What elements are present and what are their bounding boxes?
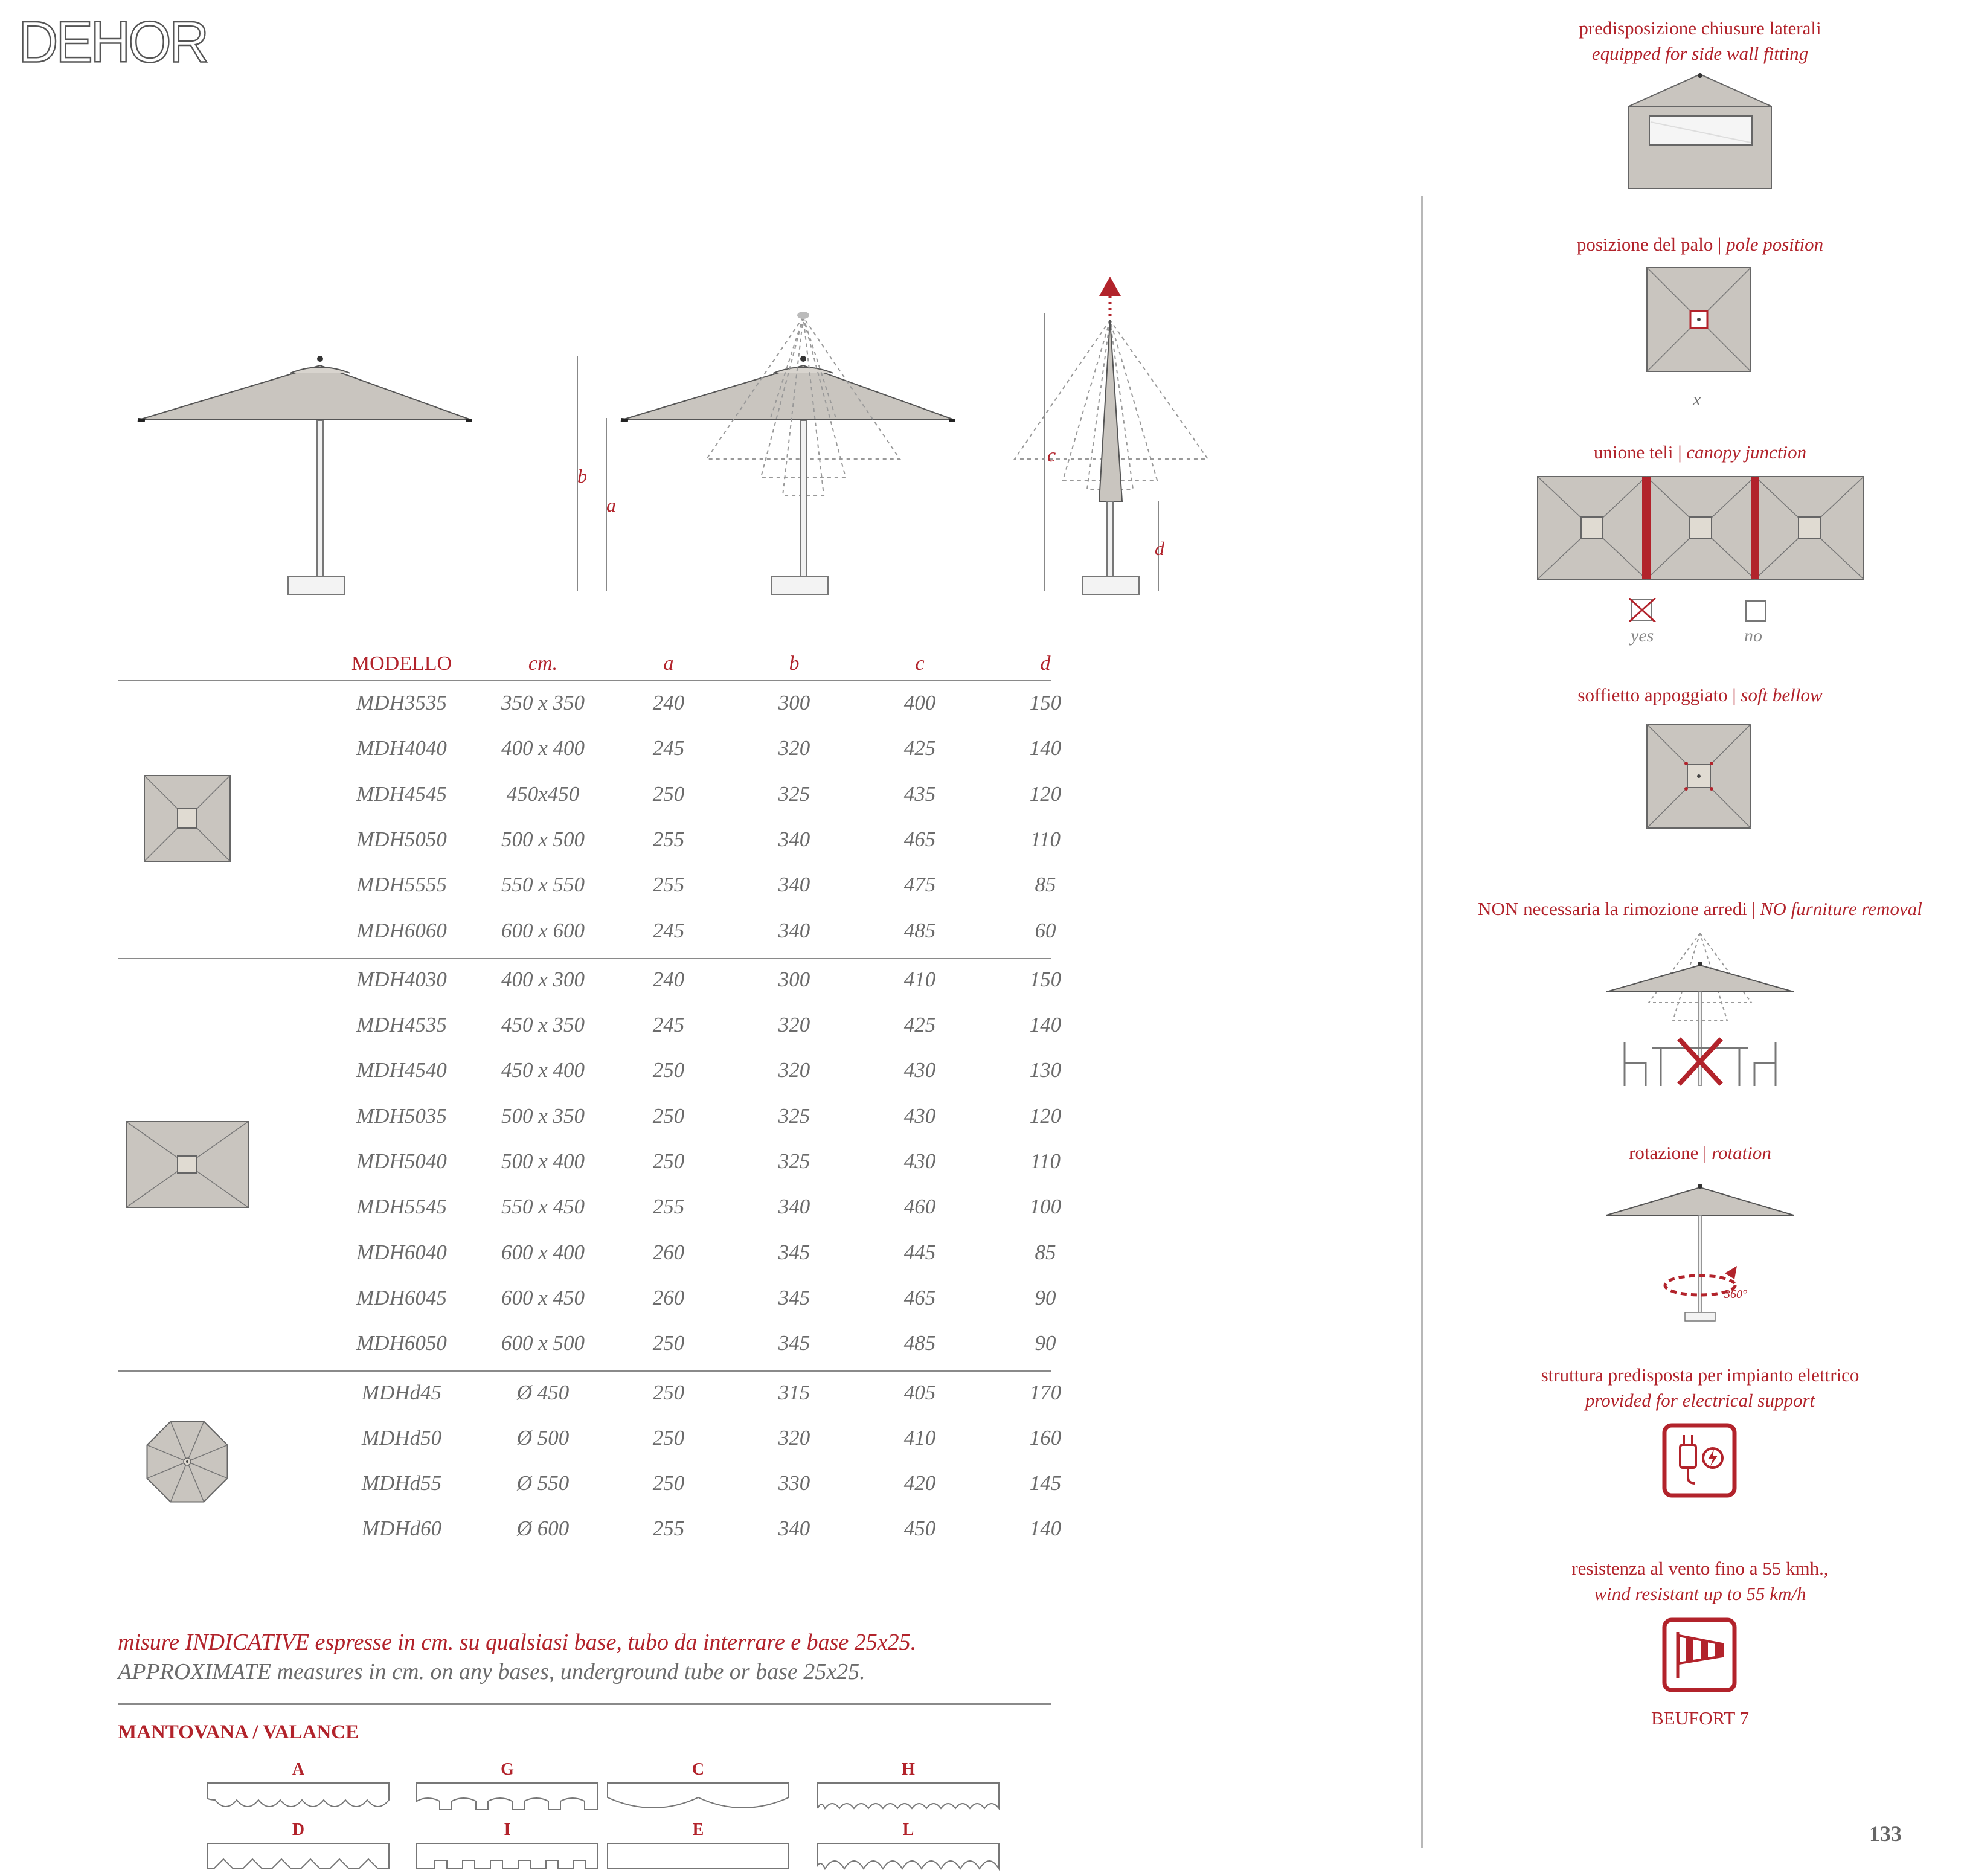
cell-model: MDH4545 — [356, 782, 447, 806]
cell-b: 340 — [778, 827, 810, 851]
cell-size: 450x450 — [506, 782, 580, 806]
rotation-en: rotation — [1712, 1142, 1771, 1163]
table-row — [118, 1094, 1062, 1140]
soft-bellow-icon — [1645, 722, 1754, 831]
cell-size: Ø 500 — [516, 1425, 570, 1450]
valance-label-c: C — [691, 1760, 705, 1779]
cell-size: 500 x 500 — [501, 827, 585, 851]
cell-b: 325 — [778, 1103, 810, 1128]
valance-shape-d-icon — [207, 1842, 391, 1876]
cell-model: MDH5545 — [356, 1195, 447, 1219]
sidewall-en: equipped for side wall fitting — [1591, 43, 1809, 64]
cell-a: 260 — [652, 1240, 685, 1264]
valance-label-a: A — [292, 1760, 305, 1779]
column-divider — [1421, 196, 1423, 1848]
cell-d: 85 — [1035, 873, 1056, 897]
cell-c: 410 — [903, 1425, 936, 1450]
cell-c: 465 — [903, 1285, 936, 1309]
cell-size: 550 x 550 — [501, 873, 585, 897]
feature-bellow-title — [1437, 683, 1963, 708]
cell-model: MDH6060 — [356, 918, 447, 942]
windsock-icon — [1662, 1617, 1737, 1692]
bellow-en: soft bellow — [1741, 684, 1823, 705]
cell-c: 400 — [903, 691, 936, 715]
cell-d: 110 — [1030, 1149, 1061, 1173]
pole-sep: | — [1713, 234, 1727, 255]
cell-b: 315 — [778, 1380, 810, 1404]
cell-model: MDH5035 — [356, 1103, 447, 1128]
pole-en: pole position — [1726, 234, 1824, 255]
removal-it: NON necessaria la rimozione arredi — [1478, 898, 1748, 919]
cell-size: 500 x 400 — [501, 1149, 585, 1173]
cell-c: 420 — [903, 1471, 936, 1495]
cell-model: MDHd55 — [361, 1471, 442, 1495]
table-row — [118, 1185, 1062, 1230]
cell-model: MDH4540 — [356, 1058, 447, 1082]
header-model: MODELLO — [351, 652, 452, 675]
octagonal-canopy-icon — [142, 1416, 233, 1507]
cell-c: 475 — [903, 873, 936, 897]
header-a: a — [663, 652, 674, 675]
no-label: no — [1744, 626, 1762, 646]
table-group-square — [118, 681, 1062, 959]
cell-d: 170 — [1029, 1380, 1062, 1404]
cell-d: 120 — [1029, 1103, 1062, 1128]
cell-b: 340 — [778, 918, 810, 942]
cell-c: 485 — [903, 918, 936, 942]
valance-shape-h-icon — [817, 1782, 1001, 1816]
bellow-sep: | — [1727, 684, 1741, 705]
header-c: c — [915, 652, 925, 675]
cell-model: MDH5050 — [356, 827, 447, 851]
table-row — [118, 681, 1062, 727]
cell-a: 240 — [652, 967, 685, 991]
valance-shape-e-icon — [606, 1842, 791, 1876]
cell-a: 250 — [652, 782, 685, 806]
label-c: c — [1047, 444, 1056, 466]
cell-d: 140 — [1029, 1517, 1062, 1541]
cell-b: 325 — [778, 1149, 810, 1173]
table-row — [118, 1140, 1061, 1185]
cell-c: 435 — [903, 782, 936, 806]
valance-shape-l-icon — [817, 1842, 1001, 1876]
table-row — [118, 863, 1056, 908]
cell-model: MDH4040 — [356, 736, 447, 760]
cell-d: 90 — [1035, 1285, 1056, 1309]
cell-size: 600 x 500 — [501, 1331, 585, 1355]
cell-d: 140 — [1029, 1013, 1062, 1037]
cell-c: 465 — [903, 827, 936, 851]
cell-a: 250 — [652, 1471, 685, 1495]
cell-c: 460 — [903, 1195, 936, 1219]
cell-model: MDH6050 — [356, 1331, 447, 1355]
label-a: a — [606, 494, 616, 516]
cell-a: 250 — [652, 1058, 685, 1082]
rectangular-canopy-icon — [125, 1120, 249, 1209]
label-b: b — [577, 465, 587, 487]
table-row — [118, 1371, 1062, 1416]
feature-sidewall-title — [1437, 16, 1963, 66]
cell-b: 300 — [778, 967, 810, 991]
cell-model: MDH5555 — [356, 873, 447, 897]
cell-size: 400 x 400 — [501, 736, 585, 760]
electrical-it: struttura predisposta per impianto elettrico — [1541, 1364, 1860, 1386]
cell-d: 85 — [1035, 1240, 1056, 1264]
cell-c: 450 — [903, 1517, 936, 1541]
note-divider — [118, 1703, 1051, 1705]
canopy-junction-icon — [1536, 475, 1866, 582]
cell-a: 255 — [652, 1517, 685, 1541]
cell-c: 485 — [903, 1331, 936, 1355]
feature-rotation-title — [1437, 1140, 1963, 1166]
cell-c: 425 — [903, 736, 936, 760]
feature-wind-title — [1437, 1556, 1963, 1607]
cell-c: 445 — [903, 1240, 936, 1264]
label-d: d — [1155, 538, 1164, 559]
cell-a: 250 — [652, 1103, 685, 1128]
table-row — [118, 1276, 1056, 1322]
cell-b: 340 — [778, 1195, 810, 1219]
cell-a: 260 — [652, 1285, 685, 1309]
table-row — [118, 1003, 1062, 1049]
side-wall-icon — [1626, 71, 1774, 192]
table-group-octagon — [118, 1371, 1062, 1556]
cell-size: 350 x 350 — [501, 691, 585, 715]
canopy-en: canopy junction — [1686, 442, 1807, 463]
table-row — [118, 1507, 1062, 1552]
cell-d: 60 — [1035, 918, 1056, 942]
brand-logo: DEHOR — [18, 10, 207, 75]
cell-size: 450 x 350 — [501, 1013, 585, 1037]
umbrella-folding-icon — [621, 312, 955, 594]
cell-b: 320 — [778, 736, 810, 760]
cell-b: 320 — [778, 1425, 810, 1450]
table-row — [118, 1049, 1062, 1094]
cell-a: 250 — [652, 1380, 685, 1404]
removal-en: NO furniture removal — [1760, 898, 1922, 919]
cell-b: 330 — [778, 1471, 810, 1495]
table-row — [118, 818, 1061, 863]
cell-d: 145 — [1029, 1471, 1062, 1495]
cell-model: MDH6040 — [356, 1240, 447, 1264]
cell-b: 340 — [778, 1517, 810, 1541]
cell-b: 345 — [778, 1285, 810, 1309]
cell-a: 245 — [652, 1013, 685, 1037]
cell-d: 150 — [1029, 967, 1062, 991]
umbrella-diagrams — [121, 260, 1226, 610]
yes-checkbox-icon — [1629, 598, 1658, 622]
valance-label-d: D — [292, 1820, 305, 1839]
table-row — [118, 1231, 1056, 1276]
cell-d: 90 — [1035, 1331, 1056, 1355]
feature-electrical-title — [1437, 1363, 1963, 1413]
cell-size: 400 x 300 — [501, 967, 585, 991]
cell-b: 345 — [778, 1331, 810, 1355]
valance-shape-c-icon — [606, 1782, 791, 1816]
cell-c: 430 — [903, 1103, 936, 1128]
wind-it: resistenza al vento fino a 55 kmh., — [1571, 1558, 1829, 1579]
cell-a: 250 — [652, 1425, 685, 1450]
cell-d: 140 — [1029, 736, 1062, 760]
cell-b: 325 — [778, 782, 810, 806]
valance-label-h: H — [902, 1760, 915, 1779]
valance-shape-i-icon — [416, 1842, 600, 1876]
cell-d: 120 — [1029, 782, 1062, 806]
pole-x-label: x — [1693, 390, 1701, 410]
cell-size: 600 x 450 — [501, 1285, 585, 1309]
cell-a: 250 — [652, 1331, 685, 1355]
cell-d: 130 — [1029, 1058, 1062, 1082]
rotation-deg-label: 360° — [1724, 1288, 1747, 1301]
rotation-it: rotazione — [1629, 1142, 1699, 1163]
table-group-rectangle — [118, 958, 1062, 1372]
cell-model: MDH4535 — [356, 1013, 447, 1037]
electrical-plug-icon — [1662, 1423, 1737, 1498]
cell-size: Ø 450 — [516, 1380, 570, 1404]
cell-d: 160 — [1029, 1425, 1062, 1450]
valance-label-e: E — [692, 1820, 704, 1839]
cell-model: MDHd50 — [361, 1425, 442, 1450]
cell-model: MDHd60 — [361, 1517, 442, 1541]
cell-a: 245 — [652, 918, 685, 942]
cell-size: 550 x 450 — [501, 1195, 585, 1219]
cell-d: 110 — [1030, 827, 1061, 851]
cell-b: 340 — [778, 873, 810, 897]
no-checkbox-icon — [1744, 599, 1768, 623]
table-row — [118, 1322, 1056, 1367]
rotation-sep: | — [1698, 1142, 1712, 1163]
table-row — [118, 958, 1062, 1003]
cell-d: 100 — [1029, 1195, 1062, 1219]
header-d: d — [1040, 652, 1051, 675]
cell-size: 600 x 400 — [501, 1240, 585, 1264]
cell-a: 250 — [652, 1149, 685, 1173]
cell-a: 255 — [652, 827, 685, 851]
cell-b: 320 — [778, 1013, 810, 1037]
cell-b: 345 — [778, 1240, 810, 1264]
cell-size: 600 x 600 — [501, 918, 585, 942]
valance-shape-g-icon — [416, 1782, 600, 1816]
cell-c: 430 — [903, 1058, 936, 1082]
canopy-sep: | — [1673, 442, 1687, 463]
cell-a: 255 — [652, 1195, 685, 1219]
cell-model: MDH6045 — [356, 1285, 447, 1309]
cell-size: 500 x 350 — [501, 1103, 585, 1128]
note-english: APPROXIMATE measures in cm. on any bases, underground tube or base 25x25. — [118, 1659, 865, 1685]
cell-model: MDH5040 — [356, 1149, 447, 1173]
cell-a: 240 — [652, 691, 685, 715]
note-italian: misure INDICATIVE espresse in cm. su qualsiasi base, tubo da interrare e base 25x25. — [118, 1630, 917, 1655]
header-size: cm. — [528, 652, 558, 675]
valance-label-l: L — [902, 1820, 914, 1839]
cell-a: 245 — [652, 736, 685, 760]
feature-pole-title — [1437, 232, 1963, 257]
table-header — [118, 646, 1051, 681]
table-row — [118, 909, 1056, 954]
cell-model: MDHd45 — [361, 1380, 442, 1404]
canopy-it: unione teli — [1593, 442, 1673, 463]
table-row — [118, 1416, 1062, 1462]
cell-size: Ø 600 — [516, 1517, 570, 1541]
cell-model: MDH3535 — [356, 691, 447, 715]
cell-d: 150 — [1029, 691, 1062, 715]
valance-label-g: G — [501, 1760, 514, 1779]
cell-c: 410 — [903, 967, 936, 991]
valance-shape-a-icon — [207, 1782, 391, 1816]
cell-b: 320 — [778, 1058, 810, 1082]
yes-label: yes — [1631, 626, 1654, 646]
electrical-en: provided for electrical support — [1585, 1390, 1815, 1411]
beaufort-label: BEUFORT 7 — [1651, 1707, 1750, 1729]
cell-size: 450 x 400 — [501, 1058, 585, 1082]
cell-c: 425 — [903, 1013, 936, 1037]
valance-title: MANTOVANA / VALANCE — [118, 1721, 359, 1743]
bellow-it: soffietto appoggiato — [1577, 684, 1728, 705]
cell-c: 405 — [903, 1380, 936, 1404]
rotation-icon — [1600, 1177, 1800, 1322]
valance-label-i: I — [504, 1820, 511, 1839]
feature-canopy-title — [1437, 440, 1963, 465]
cell-size: Ø 550 — [516, 1471, 570, 1495]
no-furniture-removal-icon — [1600, 930, 1800, 1093]
cell-c: 430 — [903, 1149, 936, 1173]
removal-sep: | — [1747, 898, 1760, 919]
table-row — [118, 1462, 1062, 1507]
cell-b: 300 — [778, 691, 810, 715]
sidewall-it: predisposizione chiusure laterali — [1579, 18, 1821, 39]
wind-en: wind resistant up to 55 km/h — [1594, 1583, 1806, 1604]
header-b: b — [789, 652, 800, 675]
table-row — [118, 773, 1062, 818]
cell-model: MDH4030 — [356, 967, 447, 991]
pole-it: posizione del palo — [1576, 234, 1713, 255]
page-number: 133 — [1869, 1822, 1902, 1846]
pole-position-icon — [1645, 266, 1754, 374]
square-canopy-icon — [143, 774, 231, 863]
umbrella-closed-icon — [1015, 277, 1208, 594]
table-row — [118, 727, 1062, 772]
umbrella-open-icon — [138, 356, 472, 594]
feature-removal-title — [1437, 896, 1963, 922]
cell-a: 255 — [652, 873, 685, 897]
